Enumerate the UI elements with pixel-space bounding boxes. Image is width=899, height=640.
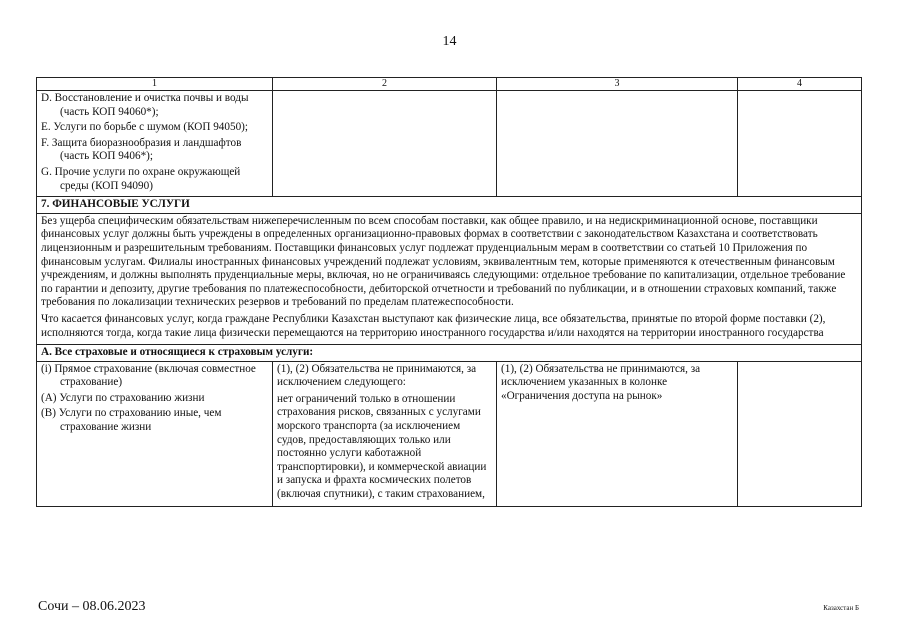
list-item: G. Прочие услуги по охране окружающей среды (КОП 94090) xyxy=(41,165,241,192)
market-access-cell xyxy=(273,91,497,197)
list-item: F. Защита биоразнообразия и ландшафтов (часть КОП 9406*); xyxy=(41,136,242,163)
national-treatment-cell xyxy=(497,361,738,506)
sector-cell xyxy=(37,91,273,197)
list-item: (A) Услуги по страхованию жизни xyxy=(41,391,205,404)
column-number-1: 1 xyxy=(37,78,273,91)
additional-commitments-cell xyxy=(738,361,862,506)
list-item: (B) Услуги по страхованию иные, чем страхование жизни xyxy=(41,407,222,434)
list-item: E. Услуги по борьбе с шумом (КОП 94050); xyxy=(41,121,249,134)
footer-location-date: Сочи – 08.06.2023 xyxy=(38,599,146,614)
market-access-cell xyxy=(273,361,497,506)
list-item: (i) Прямое страхование (включая совместное страхование) xyxy=(41,362,256,389)
subsection-title: A. Все страховые и относящиеся к страховым услуги: xyxy=(37,345,862,362)
environment-services-row xyxy=(37,91,862,197)
section-title: 7. ФИНАНСОВЫЕ УСЛУГИ xyxy=(37,197,862,214)
additional-commitments-cell xyxy=(738,91,862,197)
list-item: D. Восстановление и очистка почвы и воды (часть КОП 94060*); xyxy=(41,92,249,118)
section-title-row xyxy=(37,197,862,214)
column-number-2: 2 xyxy=(273,78,497,91)
page-number: 14 xyxy=(442,34,457,49)
market-access-intro: (1), (2) Обязательства не принимаются, за исключением следующего: xyxy=(277,362,477,389)
section-paragraphs-row xyxy=(37,213,862,344)
national-treatment-cell xyxy=(497,91,738,197)
insurance-row xyxy=(37,361,862,506)
market-access-detail: нет ограничений только в отношении страхования рисков, связанных с услугами морского транспорта (за исключением судов, предоставляющих только или постоянно услуги каботажной транспортировки), и коммерческой авиации и запуска и фрахта космических полетов (включая спутники), с таким страхованием, xyxy=(277,392,487,501)
footer-country-code: Казахстан Б xyxy=(823,604,859,612)
column-number-3: 3 xyxy=(497,78,738,91)
column-number-row xyxy=(37,78,862,91)
national-treatment-text: (1), (2) Обязательства не принимаются, за исключением указанных в колонке «Ограничения доступа на рынок» xyxy=(501,362,701,402)
column-number-4: 4 xyxy=(738,78,862,91)
subsection-title-row xyxy=(37,345,862,362)
paragraph: Что касается финансовых услуг, когда граждане Республики Казахстан выступают как физические лица, все обязательства, принятые по второй форме поставки (2), исполняются тогда, когда такие лица физически перемещаются на территорию иностранного государства и/или находятся на территории иностранного государства xyxy=(41,312,826,339)
section-paragraphs-cell xyxy=(37,213,862,344)
commitments-table xyxy=(36,77,862,507)
paragraph: Без ущерба специфическим обязательствам нижеперечисленным по всем способам поставки, как общее правило, и на недискриминационной основе, поставщики финансовых услуг должны быть учреждены в определенных организационно-правовых формах в соответствии с законодательством Казахстана и соответствовать лицензионным и разрешительным требованиям. Поставщики финансовых услуг подлежат пруденциальным мерам в соответствии со статьей 10 Приложения по финансовым услугам. Филиалы иностранных финансовых учреждений подлежат условиям, эквивалентным тем, которые применяются к отечественным финансовым учреждениям, и должны выполнять пруденциальные меры, включая, но не ограничиваясь следующими: отдельное требование по капитализации, отдельное требование по гарантии и депозиту, другие требования по платежеспособности, дебиторской отчетности и требований по публикации, и в отношении страховых компаний, также требования по локализации технических резервов и требований по пределам платежеспособности. xyxy=(41,214,846,309)
sector-cell xyxy=(37,361,273,506)
